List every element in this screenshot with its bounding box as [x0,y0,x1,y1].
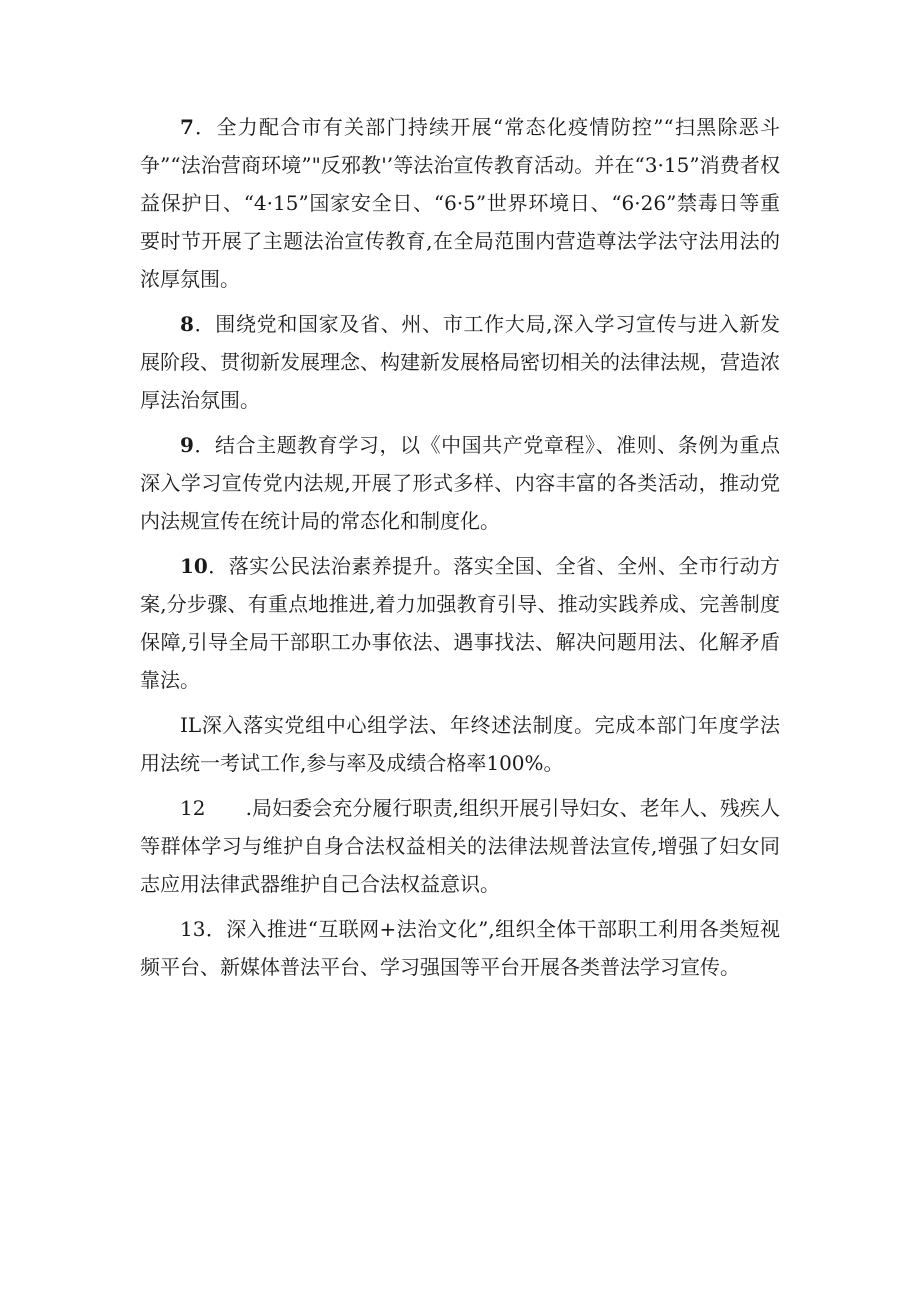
paragraph-text: ．结合主题教育学习，以《中国共产党章程》、准则、条例为重点深入学习宣传党内法规,开展了形式多样、内容丰富的各类活动，推动党内法规宣传在统计局的常态化和制度化。 [140,433,780,533]
paragraph-text: .局妇委会充分履行职责,组织开展引导妇女、老年人、残疾人等群体学习与维护自身合法权益相关的法律法规普法宣传,增强了妇女同志应用法律武器维护自己合法权益意识。 [140,796,780,896]
document-body [140,108,780,993]
paragraph-12 [140,789,780,903]
paragraph-text: ．全力配合市有关部门持续开展“常态化疫情防控”“扫黑除恶斗争”“法治营商环境”"反邪教'’等法治宣传教育活动。并在“3·15”消费者权益保护日、“4·15”国家安全日、“6·5”世界环境日、“6·26”禁毒日等重要时节开展了主题法治宣传教育,在全局范围内营造尊法学法守法用法的浓厚氛围。 [140,115,780,291]
paragraph-number: 9 [180,433,194,457]
paragraph-9 [140,426,780,540]
paragraph-10 [140,547,780,699]
paragraph-number: 7 [180,115,194,139]
paragraph-number: 8 [180,312,194,336]
paragraph-number: IL [180,713,202,737]
paragraph-number: 12 [180,796,206,820]
paragraph-13 [140,910,780,986]
paragraph-text: ．深入推进“互联网+法治文化”,组织全体干部职工利用各类短视频平台、新媒体普法平台、学习强国等平台开展各类普法学习宣传。 [140,917,780,979]
paragraph-text: 深入落实党组中心组学法、年终述法制度。完成本部门年度学法用法统一考试工作,参与率及成绩合格率100%。 [140,713,780,775]
paragraph-11 [140,706,780,782]
paragraph-number: 13 [180,917,206,941]
paragraph-7 [140,108,780,298]
paragraph-8 [140,305,780,419]
paragraph-text: ．落实公民法治素养提升。落实全国、全省、全州、全市行动方案,分步骤、有重点地推进,着力加强教育引导、推动实践养成、完善制度保障,引导全局干部职工办事依法、遇事找法、解决问题用法、化解矛盾靠法。 [140,554,780,692]
paragraph-text: ．围绕党和国家及省、州、市工作大局,深入学习宣传与进入新发展阶段、贯彻新发展理念、构建新发展格局密切相关的法律法规，营造浓厚法治氛围。 [140,312,780,412]
paragraph-number: 10 [180,554,208,578]
